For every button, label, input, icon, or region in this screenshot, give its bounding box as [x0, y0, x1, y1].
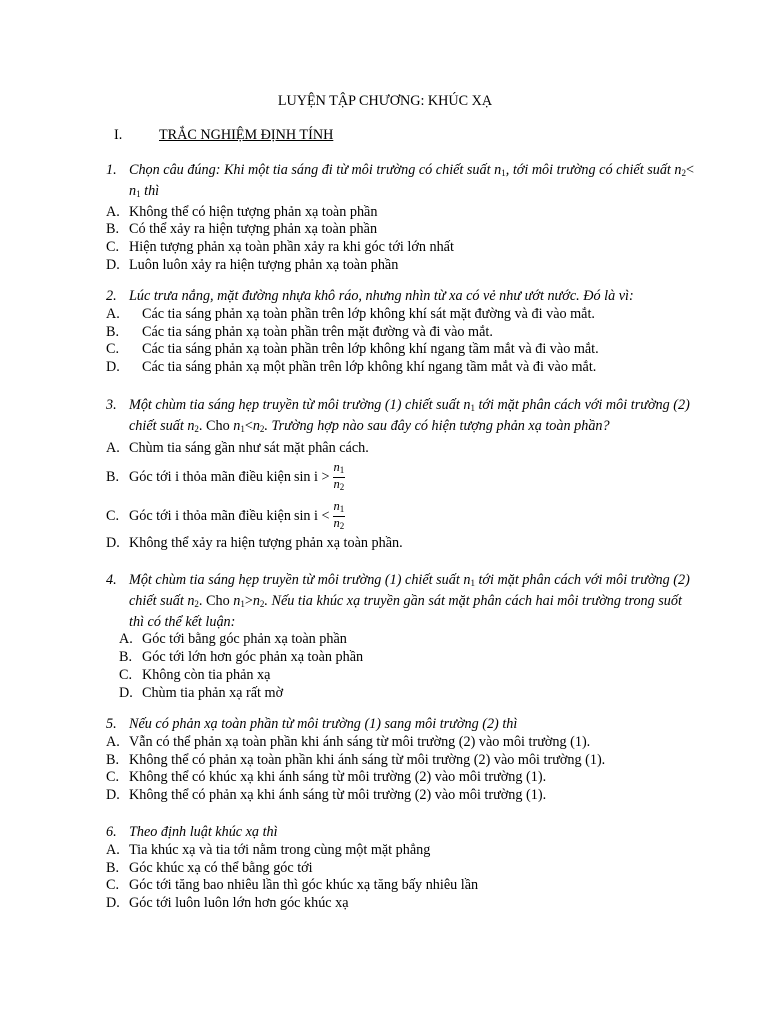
option-text: Góc tới luôn luôn lớn hơn góc khúc xạ — [129, 895, 349, 912]
question-number: 6. — [106, 824, 117, 840]
symbol-n1 — [129, 183, 141, 199]
symbol-letter: n — [252, 592, 260, 609]
option-text: Góc tới tăng bao nhiêu lần thì góc khúc xạ tăng bấy nhiêu lần — [129, 877, 479, 894]
sine-expression: sin i < — [293, 507, 330, 524]
question-number: 3. — [106, 397, 117, 413]
option-text: Tia khúc xạ và tia tới nằm trong cùng một mặt phẳng — [129, 841, 431, 858]
option-text: Chùm tia sáng gần như sát mặt phân cách. — [129, 439, 369, 456]
symbol-subscript: 2 — [681, 168, 686, 178]
question-text-part: thì — [140, 182, 160, 199]
option-label: B. — [106, 859, 120, 876]
option-a — [106, 440, 732, 458]
question-text-continued — [129, 418, 732, 439]
symbol-letter: n — [233, 592, 241, 609]
symbol-subscript: 1 — [339, 465, 345, 476]
question-text-part: tới mặt phân cách với môi trường (2) — [474, 397, 690, 413]
symbol-subscript: 1 — [339, 504, 345, 515]
symbol-letter: n — [494, 162, 502, 178]
question-text-part: . Nếu tia khúc xạ truyền gần sát mặt phân cách hai môi trường trong suốt — [264, 592, 682, 609]
option-text: Có thể xảy ra hiện tượng phản xạ toàn phần — [129, 221, 378, 238]
option-label: A. — [106, 733, 120, 750]
comparison-operator: > — [244, 592, 253, 609]
question-5 — [106, 716, 732, 805]
option-text: Hiện tượng phản xạ toàn phần xảy ra khi góc tới lớn nhất — [129, 239, 454, 256]
section-number: I. — [114, 127, 123, 143]
question-6 — [106, 824, 732, 913]
option-text: Góc tới i thỏa mãn điều kiện — [129, 468, 291, 485]
symbol-subscript: 1 — [470, 403, 475, 413]
fraction-numerator — [333, 461, 346, 478]
question-text: Nếu có phản xạ toàn phần từ môi trường (1) sang môi trường (2) thì — [129, 716, 518, 732]
option-label: C. — [106, 341, 120, 358]
symbol-n1 — [463, 572, 475, 588]
symbol-subscript: 1 — [136, 188, 141, 199]
option-text: Góc tới bằng góc phản xạ toàn phần — [142, 631, 347, 648]
option-label: D. — [106, 359, 120, 376]
symbol-n1 — [463, 397, 475, 413]
page-title: LUYỆN TẬP CHƯƠNG: KHÚC XẠ — [277, 93, 493, 109]
symbol-letter: n — [187, 417, 195, 434]
question-number: 2. — [106, 288, 117, 304]
option-c — [106, 500, 732, 533]
section-title: TRẮC NGHIỆM ĐỊNH TÍNH — [159, 127, 334, 143]
question-2 — [106, 288, 732, 377]
option-c — [106, 239, 732, 257]
option-b — [106, 649, 732, 667]
option-text: Vẫn có thể phản xạ toàn phần khi ánh sáng từ môi trường (2) vào môi trường (1). — [129, 733, 591, 750]
question-text-part: tới mặt phân cách với môi trường (2) — [474, 572, 690, 588]
symbol-n2 — [187, 418, 199, 434]
question-text-part: . Cho — [198, 592, 234, 609]
question-text-continued — [129, 183, 732, 204]
option-d — [106, 685, 732, 703]
option-label: A. — [106, 439, 120, 456]
option-text: Các tia sáng phản xạ toàn phần trên lớp không khí sát mặt đường và đi vào mắt. — [142, 305, 595, 322]
symbol-subscript: 2 — [259, 598, 265, 609]
comparison-operator: < — [244, 417, 253, 434]
option-label: C. — [106, 769, 120, 786]
option-b — [106, 860, 732, 878]
symbol-letter: n — [463, 572, 471, 588]
symbol-letter: n — [233, 417, 241, 434]
option-text: Các tia sáng phản xạ toàn phần trên mặt đường và đi vào mắt. — [142, 323, 493, 340]
option-label: B. — [106, 323, 120, 340]
option-label: C. — [106, 507, 120, 524]
option-label: D. — [119, 684, 133, 701]
option-text: Luôn luôn xảy ra hiện tượng phản xạ toàn phần — [129, 256, 399, 273]
option-label: C. — [106, 239, 120, 256]
condition-expression — [233, 418, 264, 434]
option-label: A. — [106, 203, 120, 220]
question-number: 5. — [106, 716, 117, 732]
question-text-part: Một chùm tia sáng hẹp truyền từ môi trường (1) chiết suất — [129, 397, 464, 413]
option-b — [106, 221, 732, 239]
symbol-subscript: 2 — [259, 423, 265, 434]
option-text: Chùm tia phản xạ rất mờ — [142, 684, 284, 701]
option-label: C. — [119, 666, 133, 683]
option-a — [106, 204, 732, 222]
question-text — [129, 397, 732, 418]
condition-expression — [233, 593, 264, 609]
option-label: B. — [106, 751, 120, 768]
option-label: C. — [106, 877, 120, 894]
option-text: Không thể xảy ra hiện tượng phản xạ toàn phần. — [129, 535, 403, 552]
fraction-n1-over-n2 — [333, 461, 346, 494]
option-b — [106, 324, 732, 342]
option-c — [106, 341, 732, 359]
option-label: D. — [106, 535, 120, 552]
question-text-part: Chọn câu đúng: Khi một tia sáng đi từ môi trường có chiết suất — [129, 162, 495, 178]
symbol-subscript: 1 — [470, 578, 475, 588]
symbol-letter: n — [463, 397, 471, 413]
option-label: D. — [106, 787, 120, 804]
fraction-denominator — [334, 517, 345, 533]
symbol-letter: n — [333, 460, 340, 475]
option-label: B. — [106, 221, 120, 238]
question-text-part: chiết suất — [129, 417, 188, 434]
question-3 — [106, 397, 732, 553]
symbol-letter: n — [333, 477, 340, 492]
question-text-part: , tới môi trường có chiết suất — [505, 162, 675, 178]
option-label: B. — [119, 649, 133, 666]
option-a — [106, 306, 732, 324]
sine-expression: sin i > — [293, 468, 330, 485]
option-a — [106, 631, 732, 649]
question-text-part: . Trường hợp nào sau đây có hiện tượng phản xạ toàn phần? — [264, 417, 610, 434]
question-number: 1. — [106, 162, 117, 178]
question-text-part: Một chùm tia sáng hẹp truyền từ môi trường (1) chiết suất — [129, 572, 464, 588]
option-text: Không thể có phản xạ khi ánh sáng từ môi trường (2) vào môi trường (1). — [129, 787, 547, 804]
symbol-letter: n — [252, 417, 260, 434]
option-c — [106, 667, 732, 685]
symbol-letter: n — [333, 516, 340, 531]
symbol-n1 — [494, 162, 506, 178]
question-text — [129, 572, 732, 593]
option-text: Góc khúc xạ có thể bằng góc tới — [129, 859, 313, 876]
question-1 — [106, 162, 732, 275]
fraction-denominator — [334, 478, 345, 494]
option-c — [106, 877, 732, 895]
question-text: Lúc trưa nắng, mặt đường nhựa khô ráo, nhưng nhìn từ xa có vẻ như ướt nước. Đó là vì: — [129, 288, 634, 304]
question-text-continued: thì có thể kết luận: — [129, 613, 236, 630]
symbol-n2 — [674, 162, 686, 178]
option-label: D. — [106, 895, 120, 912]
option-text: Các tia sáng phản xạ một phần trên lớp không khí ngang tầm mắt và đi vào mắt. — [142, 359, 597, 376]
option-text: Không còn tia phản xạ — [142, 666, 271, 683]
fraction-numerator — [333, 500, 346, 517]
question-number: 4. — [106, 572, 117, 588]
question-text-part: chiết suất — [129, 592, 188, 609]
option-a — [106, 734, 732, 752]
fraction-n1-over-n2 — [333, 500, 346, 533]
option-label: A. — [106, 305, 120, 322]
symbol-subscript: 2 — [194, 423, 199, 434]
option-label: D. — [106, 256, 120, 273]
symbol-letter: n — [333, 499, 340, 514]
question-text: Theo định luật khúc xạ thì — [129, 824, 278, 840]
question-text-part: . Cho — [198, 417, 234, 434]
less-than-sign: < — [686, 162, 695, 178]
symbol-subscript: 1 — [501, 168, 506, 178]
option-text: Góc tới lớn hơn góc phản xạ toàn phần — [142, 649, 364, 666]
option-label: B. — [106, 468, 120, 485]
option-d — [106, 787, 732, 805]
option-text: Không thể có hiện tượng phản xạ toàn phần — [129, 203, 378, 220]
option-d — [106, 895, 732, 913]
symbol-letter: n — [187, 592, 195, 609]
option-b — [106, 461, 732, 494]
symbol-subscript: 2 — [194, 598, 199, 609]
symbol-subscript: 1 — [240, 598, 245, 609]
option-label: A. — [119, 631, 133, 648]
option-text: Góc tới i thỏa mãn điều kiện — [129, 507, 291, 524]
symbol-n2 — [187, 593, 199, 609]
question-text — [129, 162, 732, 183]
symbol-subscript: 1 — [240, 423, 245, 434]
option-label: A. — [106, 841, 120, 858]
option-c — [106, 769, 732, 787]
option-d — [106, 359, 732, 377]
question-text-continued — [129, 593, 732, 614]
option-d — [106, 257, 732, 275]
option-text: Các tia sáng phản xạ toàn phần trên lớp không khí ngang tầm mắt và đi vào mắt. — [142, 341, 599, 358]
option-text: Không thể có khúc xạ khi ánh sáng từ môi trường (2) vào môi trường (1). — [129, 769, 547, 786]
section-heading — [114, 127, 333, 145]
symbol-letter: n — [129, 182, 137, 199]
option-b — [106, 752, 732, 770]
option-a — [106, 842, 732, 860]
symbol-subscript: 2 — [339, 482, 345, 493]
symbol-letter: n — [674, 162, 682, 178]
option-text: Không thể có phản xạ toàn phần khi ánh sáng từ môi trường (2) vào môi trường (1). — [129, 751, 606, 768]
option-d — [106, 535, 732, 553]
symbol-subscript: 2 — [339, 521, 345, 532]
question-4 — [106, 572, 732, 703]
